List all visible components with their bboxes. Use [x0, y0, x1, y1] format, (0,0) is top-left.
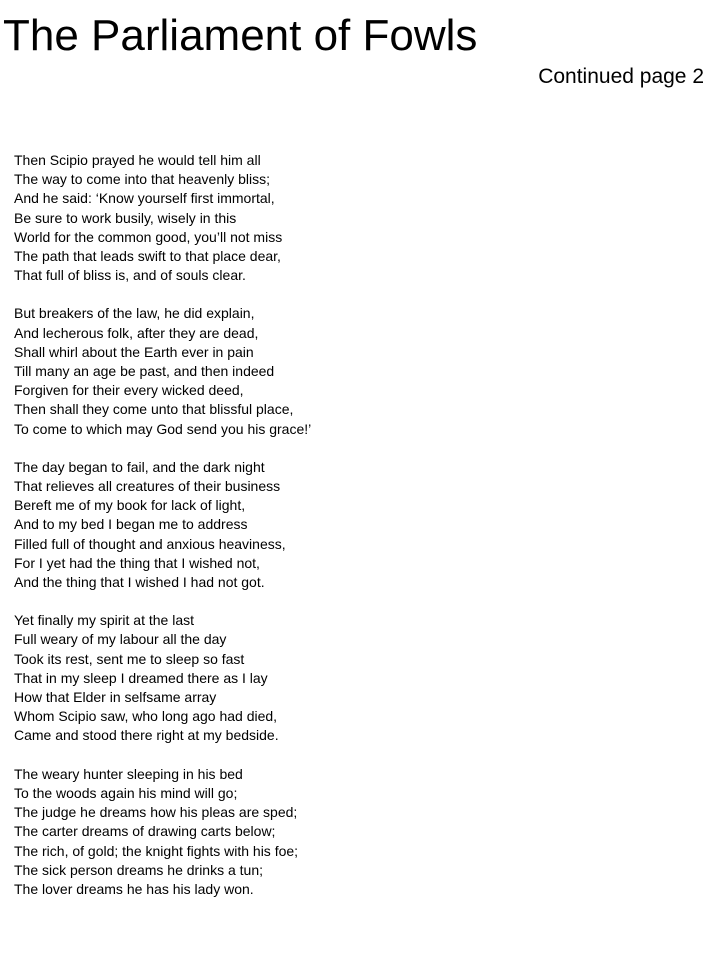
poem-line: Whom Scipio saw, who long ago had died,: [14, 708, 278, 725]
poem-line: And the thing that I wished I had not got.: [14, 574, 265, 591]
poem-line: Filled full of thought and anxious heaviness,: [14, 535, 286, 552]
poem-line: Yet finally my spirit at the last: [14, 612, 195, 629]
poem-line: Took its rest, sent me to sleep so fast: [14, 650, 245, 667]
poem-line: For I yet had the thing that I wished not,: [14, 554, 260, 571]
poem-line: The path that leads swift to that place dear,: [14, 248, 281, 265]
poem-line: Then Scipio prayed he would tell him all: [14, 152, 261, 168]
poem-line: But breakers of the law, he did explain,: [14, 305, 255, 322]
poem-line: Forgiven for their every wicked deed,: [14, 382, 244, 399]
poem-line: The carter dreams of drawing carts below;: [14, 823, 276, 840]
stanza-4: [14, 611, 704, 745]
poem-line: That relieves all creatures of their business: [14, 478, 281, 495]
poem-line: And he said: ‘Know yourself first immortal,: [14, 190, 275, 207]
poem-line: Till many an age be past, and then indeed: [14, 363, 275, 380]
poem-body: [14, 151, 704, 918]
poem-line: The weary hunter sleeping in his bed: [14, 765, 243, 782]
page-subtitle: Continued page 2: [538, 65, 704, 88]
poem-line: The day began to fail, and the dark night: [14, 458, 265, 475]
poem-line: Full weary of my labour all the day: [14, 631, 227, 648]
stanza-2: [14, 304, 704, 438]
poem-line: The sick person dreams he drinks a tun;: [14, 861, 264, 878]
poem-line: The judge he dreams how his pleas are sped;: [14, 804, 298, 821]
poem-line: Be sure to work busily, wisely in this: [14, 209, 237, 226]
poem-line: That full of bliss is, and of souls clear.: [14, 267, 246, 284]
poem-line: The lover dreams he has his lady won.: [14, 880, 254, 897]
poem-line: And to my bed I began me to address: [14, 516, 248, 533]
poem-line: Then shall they come unto that blissful place,: [14, 401, 294, 418]
poem-line: And lecherous folk, after they are dead,: [14, 324, 259, 341]
poem-line: Came and stood there right at my bedside.: [14, 727, 279, 744]
poem-line: How that Elder in selfsame array: [14, 689, 217, 706]
poem-line: World for the common good, you’ll not miss: [14, 228, 283, 245]
poem-line: Shall whirl about the Earth ever in pain: [14, 343, 254, 360]
stanza-5: [14, 765, 704, 899]
stanza-1: [14, 151, 704, 285]
poem-line: Bereft me of my book for lack of light,: [14, 497, 246, 514]
poem-line: That in my sleep I dreamed there as I lay: [14, 669, 268, 686]
poem-line: The way to come into that heavenly bliss;: [14, 171, 271, 188]
page-title: The Parliament of Fowls: [3, 11, 478, 60]
stanza-3: [14, 458, 704, 592]
poem-line: The rich, of gold; the knight fights with his foe;: [14, 842, 299, 859]
poem-line: To come to which may God send you his grace!’: [14, 420, 312, 437]
poem-line: To the woods again his mind will go;: [14, 784, 238, 801]
